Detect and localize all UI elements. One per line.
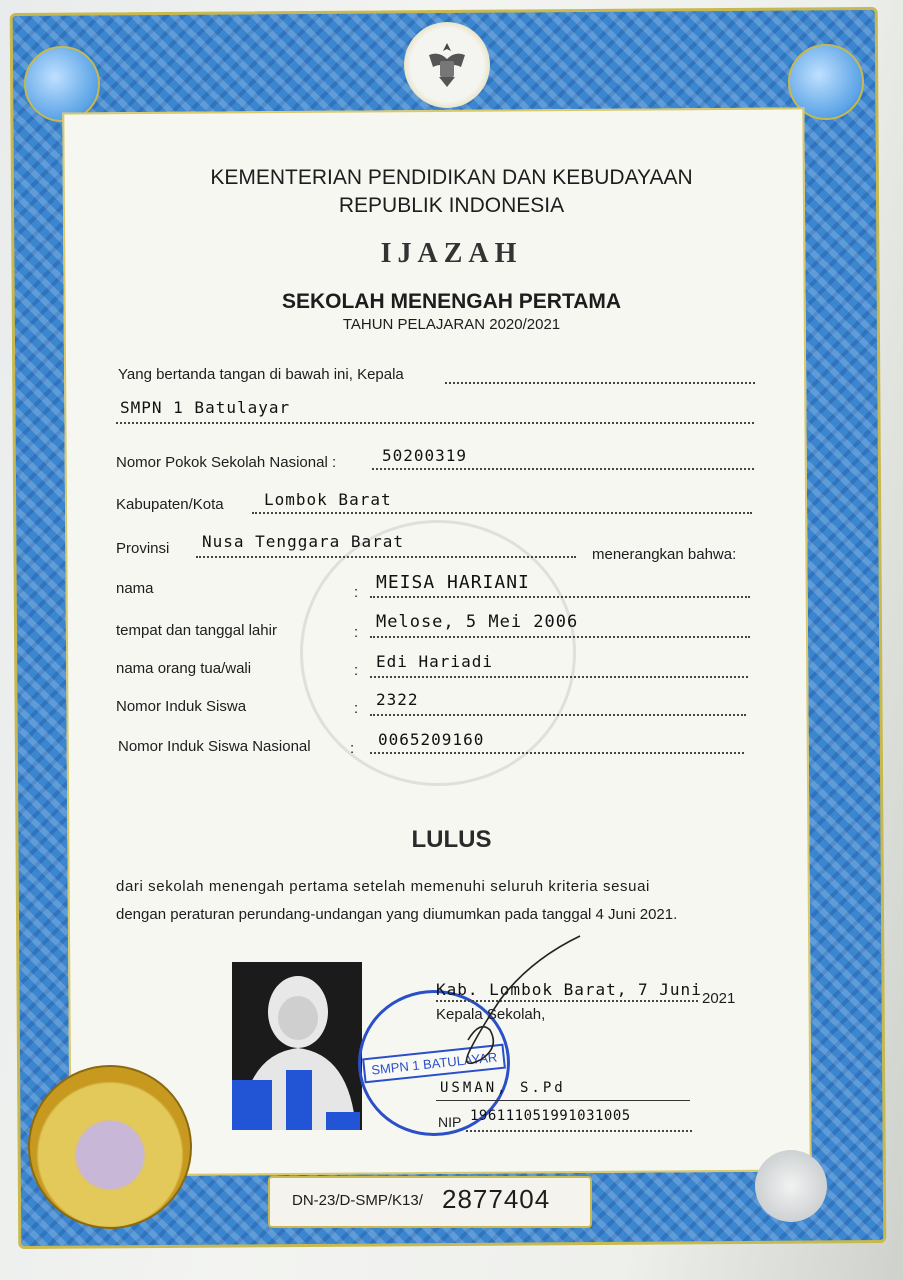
colon: : [354, 584, 359, 601]
signature-scribble [440, 930, 600, 1080]
dotted-line [370, 752, 744, 754]
serial-box [268, 1176, 592, 1228]
dotted-line [196, 556, 576, 558]
nip-label: NIP [438, 1114, 462, 1130]
intro-label: Yang bertanda tangan di bawah ini, Kepala [118, 366, 404, 383]
nama-label: nama [116, 580, 154, 597]
principal-name: USMAN, S.Pd [440, 1080, 566, 1096]
dotted-line [116, 422, 754, 424]
dotted-line [466, 1130, 692, 1132]
signature-underline [436, 1100, 690, 1101]
nip-value: 196111051991031005 [470, 1108, 631, 1124]
kabupaten-label: Kabupaten/Kota [116, 496, 224, 513]
garuda-emblem-icon [404, 22, 490, 108]
result-line2: dengan peraturan perundang-undangan yang diumumkan pada tanggal 4 Juni 2021. [116, 906, 678, 923]
ttl-label: tempat dan tanggal lahir [116, 622, 277, 639]
dotted-line [372, 468, 754, 470]
school-name-value: SMPN 1 Batulayar [120, 398, 291, 417]
result-line1: dari sekolah menengah pertama setelah memenuhi seluruh kriteria sesuai [116, 878, 650, 895]
status-lulus: LULUS [411, 826, 492, 853]
hologram-sticker [755, 1150, 827, 1222]
signature-title: Kepala Sekolah, [436, 1006, 546, 1023]
colon: : [354, 662, 359, 679]
nisn-label: Nomor Induk Siswa Nasional [118, 738, 311, 755]
npsn-value: 50200319 [382, 446, 468, 465]
dotted-line [370, 676, 748, 678]
dotted-line [445, 382, 755, 384]
corner-ornament-top-left [24, 46, 100, 122]
npsn-label: Nomor Pokok Sekolah Nasional : [116, 454, 337, 471]
ortu-label: nama orang tua/wali [116, 660, 252, 677]
colon: : [354, 624, 359, 641]
document-title: IJAZAH [380, 238, 523, 269]
nis-label: Nomor Induk Siswa [116, 698, 247, 715]
signature-year: 2021 [702, 990, 736, 1007]
ortu-value: Edi Hariadi [376, 652, 493, 671]
stamp-text: SMPN 1 BATULAYAR [362, 1043, 506, 1083]
hologram-seal-icon [28, 1065, 192, 1229]
school-level: SEKOLAH MENENGAH PERTAMA [281, 290, 622, 313]
serial-number: 2877404 [442, 1184, 551, 1214]
provinsi-label: Provinsi [116, 540, 170, 557]
ministry-line2: REPUBLIK INDONESIA [338, 194, 565, 217]
nama-value: MEISA HARIANI [376, 572, 530, 593]
kabupaten-value: Lombok Barat [264, 490, 392, 509]
nisn-value: 0065209160 [378, 730, 485, 749]
dotted-line [252, 512, 752, 514]
signature-place-date: Kab. Lombok Barat, 7 Juni [436, 980, 702, 999]
ttl-value: Melose, 5 Mei 2006 [376, 612, 579, 632]
dotted-line [370, 596, 750, 598]
provinsi-value: Nusa Tenggara Barat [202, 532, 405, 551]
dotted-line [370, 636, 750, 638]
colon: : [350, 740, 355, 757]
academic-year: TAHUN PELAJARAN 2020/2021 [342, 316, 561, 333]
provinsi-suffix: menerangkan bahwa: [592, 546, 737, 563]
nis-value: 2322 [376, 690, 419, 709]
serial-prefix: DN-23/D-SMP/K13/ [292, 1192, 423, 1209]
dotted-line [370, 714, 746, 716]
colon: : [354, 700, 359, 717]
ministry-line1: KEMENTERIAN PENDIDIKAN DAN KEBUDAYAAN [210, 166, 693, 189]
student-photo [232, 962, 362, 1130]
